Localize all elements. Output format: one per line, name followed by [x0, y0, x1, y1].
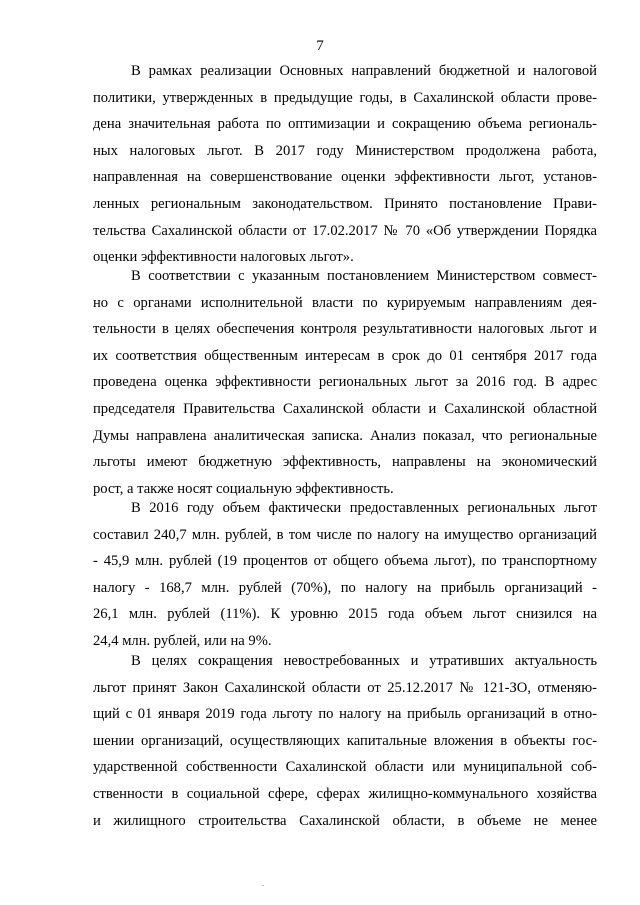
text-line: и жилищного строительства Сахалинской области, в объеме не менее	[93, 812, 597, 829]
text-line: В 2016 году объем фактически предоставленных региональных льгот	[131, 500, 597, 516]
paragraph-law-abolition	[93, 648, 597, 834]
text-line: ленных региональным законодательством. Принято постановление Прави-	[93, 195, 597, 212]
text-line: составил 240,7 млн. рублей, в том числе по налогу на имущество организаций	[93, 526, 597, 543]
text-line: В рамках реализации Основных направлений бюджетной и налоговой	[131, 63, 597, 79]
text-line: - 45,9 млн. рублей (19 процентов от общего объема льгот), по транспортному	[93, 553, 597, 570]
text-line: В соответствии с указанным постановлением Министерством совмест-	[131, 268, 597, 284]
text-line: щий с 01 января 2019 года льготу по налогу на прибыль организаций в отно-	[93, 706, 597, 723]
text-line: председателя Правительства Сахалинской области и Сахалинской областной	[93, 400, 597, 417]
scan-speck	[262, 885, 264, 886]
text-line: 26,1 млн. рублей (11%). К уровню 2015 года объем льгот снизился на	[93, 606, 597, 623]
text-line: но с органами исполнительной власти по курируемым направлениям дея-	[93, 294, 597, 311]
text-line: льготы имеют бюджетную эффективность, направлены на экономический	[93, 454, 597, 471]
text-line: льгот принят Закон Сахалинской области от 25.12.2017 № 121-ЗО, отменяю-	[93, 679, 597, 696]
text-line: тельства Сахалинской области от 17.02.2017 № 70 «Об утверждении Порядка	[93, 222, 597, 239]
text-line: их соответствия общественным интересам в срок до 01 сентября 2017 года	[93, 347, 597, 364]
text-line: рост, а также носят социальную эффективность.	[93, 480, 394, 497]
paragraph-efficiency-assessment	[93, 263, 597, 502]
text-line: направленная на совершенствование оценки эффективности льгот, установ-	[93, 169, 597, 186]
text-line: шении организаций, осуществляющих капитальные вложения в объекты гос-	[93, 732, 597, 749]
paragraph-budget-policy	[93, 58, 597, 271]
text-line: политики, утвержденных в предыдущие годы, в Сахалинской области прове-	[93, 89, 597, 106]
text-line: 24,4 млн. рублей, или на 9%.	[93, 632, 272, 649]
text-line: тельности в целях обеспечения контроля результативности налоговых льгот и	[93, 321, 597, 338]
paragraph-benefits-volume	[93, 495, 597, 655]
text-line: оценки эффективности налоговых льгот».	[93, 249, 354, 266]
text-line: дена значительная работа по оптимизации и сокращению объема региональ-	[93, 116, 597, 133]
text-line: Думы направлена аналитическая записка. Анализ показал, что региональные	[93, 427, 597, 444]
text-line: ных налоговых льгот. В 2017 году Министерством продолжена работа,	[93, 142, 597, 159]
text-line: ударственной собственности Сахалинской области или муниципальной соб-	[93, 759, 597, 776]
text-line: В целях сокращения невостребованных и утративших актуальность	[131, 653, 597, 669]
text-line: налогу - 168,7 млн. рублей (70%), по налогу на прибыль организаций -	[93, 579, 597, 596]
text-line: ственности в социальной сфере, сферах жилищно-коммунального хозяйства	[93, 785, 597, 802]
page-number: 7	[316, 38, 324, 54]
text-line: проведена оценка эффективности региональных льгот за 2016 год. В адрес	[93, 374, 597, 391]
